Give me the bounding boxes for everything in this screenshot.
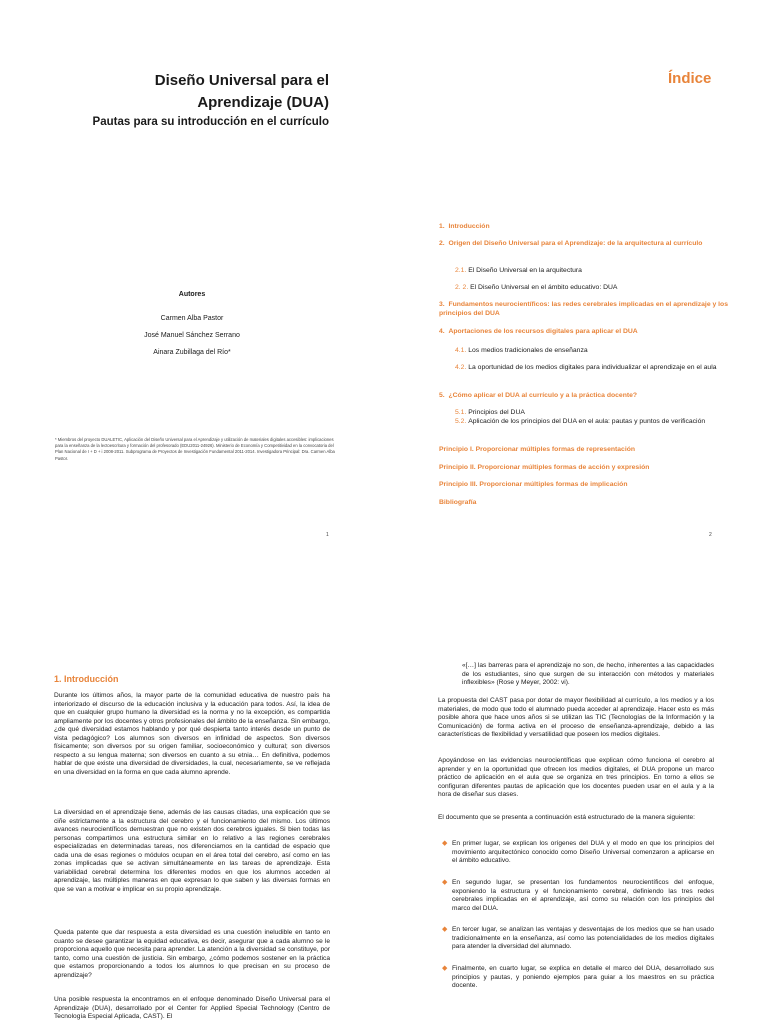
toc-item-4-1[interactable]: 4.1. Los medios tradicionales de enseñanza — [455, 347, 588, 354]
footnote: * Miembros del proyecto DUALETIC, Aplicación del Diseño Universal para el Aprendizaje y utilización de materiales digitales accesibles: implicaciones para la enseñanza de la lectoescritura y formación del profesorado (EDU2011-24926). Ministerio de Economía y Competitividad en la convocatoria del Plan Nacional de I + D + i 2008-2011. Subprograma de Proyectos de Investigación Fundamental 2011-2014. Investigadora Principal: Dra. Carmen Alba Pastor. — [55, 437, 335, 461]
author-3: Ainara Zubillaga del Río* — [153, 349, 231, 356]
toc-item-2[interactable]: 2. Origen del Diseño Universal para el Aprendizaje: de la arquitectura al currículo — [439, 240, 703, 247]
list-item: ◆ En primer lugar, se explican los orígenes del DUA y el modo en que los principios del movimiento arquitectónico conocido como Diseño Universal comenzaron a aplicarse en el ámbito educativo. — [442, 840, 714, 864]
list-item: ◆ En tercer lugar, se analizan las ventajas y desventajas de los medios que se han usado tradicionalmente en la enseñanza, así como las potencialidades de los medios digitales para atender la diversidad del alumnado. — [442, 926, 714, 950]
toc-item-2-1[interactable]: 2.1. El Diseño Universal en la arquitectura — [455, 267, 582, 274]
body-paragraph-1: La propuesta del CAST pasa por dotar de mayor flexibilidad al currículo, a los medios y a los materiales, de modo que todo el alumnado pueda acceder al aprendizaje. Hacer esto es más posible ahora que hace unos años si se utilizan las TIC (Tecnologías de la Información y la Comunicación) de forma activa en el proceso de enseñanza-aprendizaje, debido a las características de flexibilidad y versatilidad que poseen los medios digitales. — [438, 697, 714, 738]
bullet-icon: ◆ — [442, 965, 448, 972]
toc-bibliography[interactable]: Bibliografía — [439, 499, 477, 506]
intro-paragraph-3: Queda patente que dar respuesta a esta diversidad es una cuestión ineludible en tanto en cuanto se desee garantizar la equidad educativa, es decir, asegurar que a cada alumno se le proporciona aquello que necesita para aprender. La atención a la diversidad se constituye, por tanto, como una cuestión de justicia. Sin embargo, ¿cómo podemos sostener en la práctica que estamos proporcionando a todos los alumnos lo que precisan en su proceso de aprendizaje? — [54, 929, 330, 979]
toc-item-5-1[interactable]: 5.1. Principios del DUA — [455, 409, 525, 416]
toc-item-4[interactable]: 4. Aportaciones de los recursos digitales para aplicar el DUA — [439, 328, 638, 335]
toc-item-5[interactable]: 5. ¿Cómo aplicar el DUA al currículo y a la práctica docente? — [439, 392, 638, 399]
page-number: 2 — [709, 532, 712, 538]
document-subtitle: Pautas para su introducción en el currículo — [92, 116, 329, 128]
bullet-icon: ◆ — [442, 840, 448, 847]
toc-principle-3[interactable]: Principio III. Proporcionar múltiples formas de implicación — [439, 481, 628, 488]
page-number: 1 — [326, 532, 329, 538]
toc-principle-1[interactable]: Principio I. Proporcionar múltiples formas de representación — [439, 446, 636, 453]
author-2: José Manuel Sánchez Serrano — [144, 332, 240, 339]
toc-item-4-2[interactable]: 4.2. La oportunidad de los medios digitales para individualizar el aprendizaje en el aula — [455, 364, 717, 371]
intro-paragraph-2: La diversidad en el aprendizaje tiene, además de las causas citadas, una explicación que se ciñe estrictamente a la estructura del cerebro y el funcionamiento del mismo. Los últimos avances neurocientíficos demuestran que no existen dos cerebros iguales. Si bien todas las personas compartimos una estructura similar en lo relativo a las regiones cerebrales especializadas en determinadas tareas, nos diferenciamos en la cantidad de espacio que cada una de esas regiones o módulos ocupan en el área total del cerebro, así como en las zonas implicadas que se activan simultáneamente en las tareas de aprendizaje. Esta variabilidad cerebral determina los diferentes modos en que los alumnos acceden al aprendizaje, las múltiples maneras en que expresan lo que saben y las diversas formas en que se van a motivar e implicar en su propio aprendizaje. — [54, 809, 330, 893]
index-heading: Índice — [668, 70, 712, 87]
section-title: 1. Introducción — [54, 674, 119, 684]
toc-item-3[interactable]: 3. Fundamentos neurocientíficos: las redes cerebrales implicadas en el aprendizaje y los principios del DUA — [439, 301, 728, 317]
page-2 — [384, 0, 768, 545]
page-3 — [0, 650, 384, 1024]
body-paragraph-3: El documento que se presenta a continuación está estructurado de la manera siguiente: — [438, 814, 695, 821]
intro-paragraph-4: Una posible respuesta la encontramos en el enfoque denominado Diseño Universal para el Aprendizaje (DUA), desarrollado por el Center for Applied Special Technology (Centro de Tecnología Especial Aplicada, CAST). El — [54, 996, 330, 1020]
intro-paragraph-1: Durante los últimos años, la mayor parte de la comunidad educativa de nuestro país ha interiorizado el discurso de la educación inclusiva y la educación para todos. Así, la idea de que en cualquier grupo humano la diversidad es la norma y no la excepción, es compartida ampliamente por los docentes y otros profesionales del ámbito de la enseñanza. Sin embargo, ¿de qué diversidad estamos hablando y por qué despierta tanto interés desde un punto de vista pedagógico? Los alumnos son diversos en infinidad de aspectos. Son diversos físicamente; son diversos por su origen familiar, socioeconómico y cultural; son diversos respecto a su lengua materna; son diversos en cuanto a su etnia… En definitiva, podemos hablar de que existe una diversidad de diversidades, la cual, necesariamente, se ve reflejada en una diversidad en la forma en que cada alumno aprende. — [54, 692, 331, 776]
page-4 — [384, 650, 768, 1024]
toc-item-5-2[interactable]: 5.2. Aplicación de los principios del DUA en el aula: pautas y puntos de verificación — [455, 418, 706, 425]
quote-block: «[…] las barreras para el aprendizaje no son, de hecho, inherentes a las capacidades de los estudiantes, sino que surgen de su interacción con métodos y materiales inflexibles» (Rose y Meyer, 2002: vi). — [462, 662, 714, 686]
bullet-icon: ◆ — [442, 926, 448, 933]
page-1 — [0, 0, 384, 545]
author-1: Carmen Alba Pastor — [160, 315, 224, 322]
list-item: ◆ Finalmente, en cuarto lugar, se explica en detalle el marco del DUA, desarrollado sus principios y pautas, y poniendo ejemplos para guiar a los maestros en su práctica docente. — [442, 965, 714, 989]
bullet-icon: ◆ — [442, 879, 448, 886]
toc-principle-2[interactable]: Principio II. Proporcionar múltiples formas de acción y expresión — [439, 464, 650, 471]
list-item: ◆ En segundo lugar, se presentan los fundamentos neurocientíficos del enfoque, exponiendo la estructura y el funcionamiento cerebral, definiendo las tres redes cerebrales implicadas en el aprendizaje, así como su relación con los principios del marco del DUA. — [442, 879, 714, 912]
authors-heading: Autores — [178, 291, 206, 298]
toc-item-2-2[interactable]: 2. 2. El Diseño Universal en el ámbito educativo: DUA — [455, 284, 618, 291]
document-title: Diseño Universal para el Aprendizaje (DUA) — [154, 72, 329, 111]
toc-item-1[interactable]: 1. Introducción — [439, 223, 490, 230]
body-paragraph-2: Apoyándose en las evidencias neurocientíficas que explican cómo funciona el cerebro al aprender y en la oportunidad que ofrecen los medios digitales, el DUA propone un marco práctico de aplicación en el aula que se organiza en tres principios. En torno a ellos se configuran diferentes pautas de aplicación que los docentes pueden usar en el aula y a la hora de diseñar sus clases. — [438, 757, 714, 798]
